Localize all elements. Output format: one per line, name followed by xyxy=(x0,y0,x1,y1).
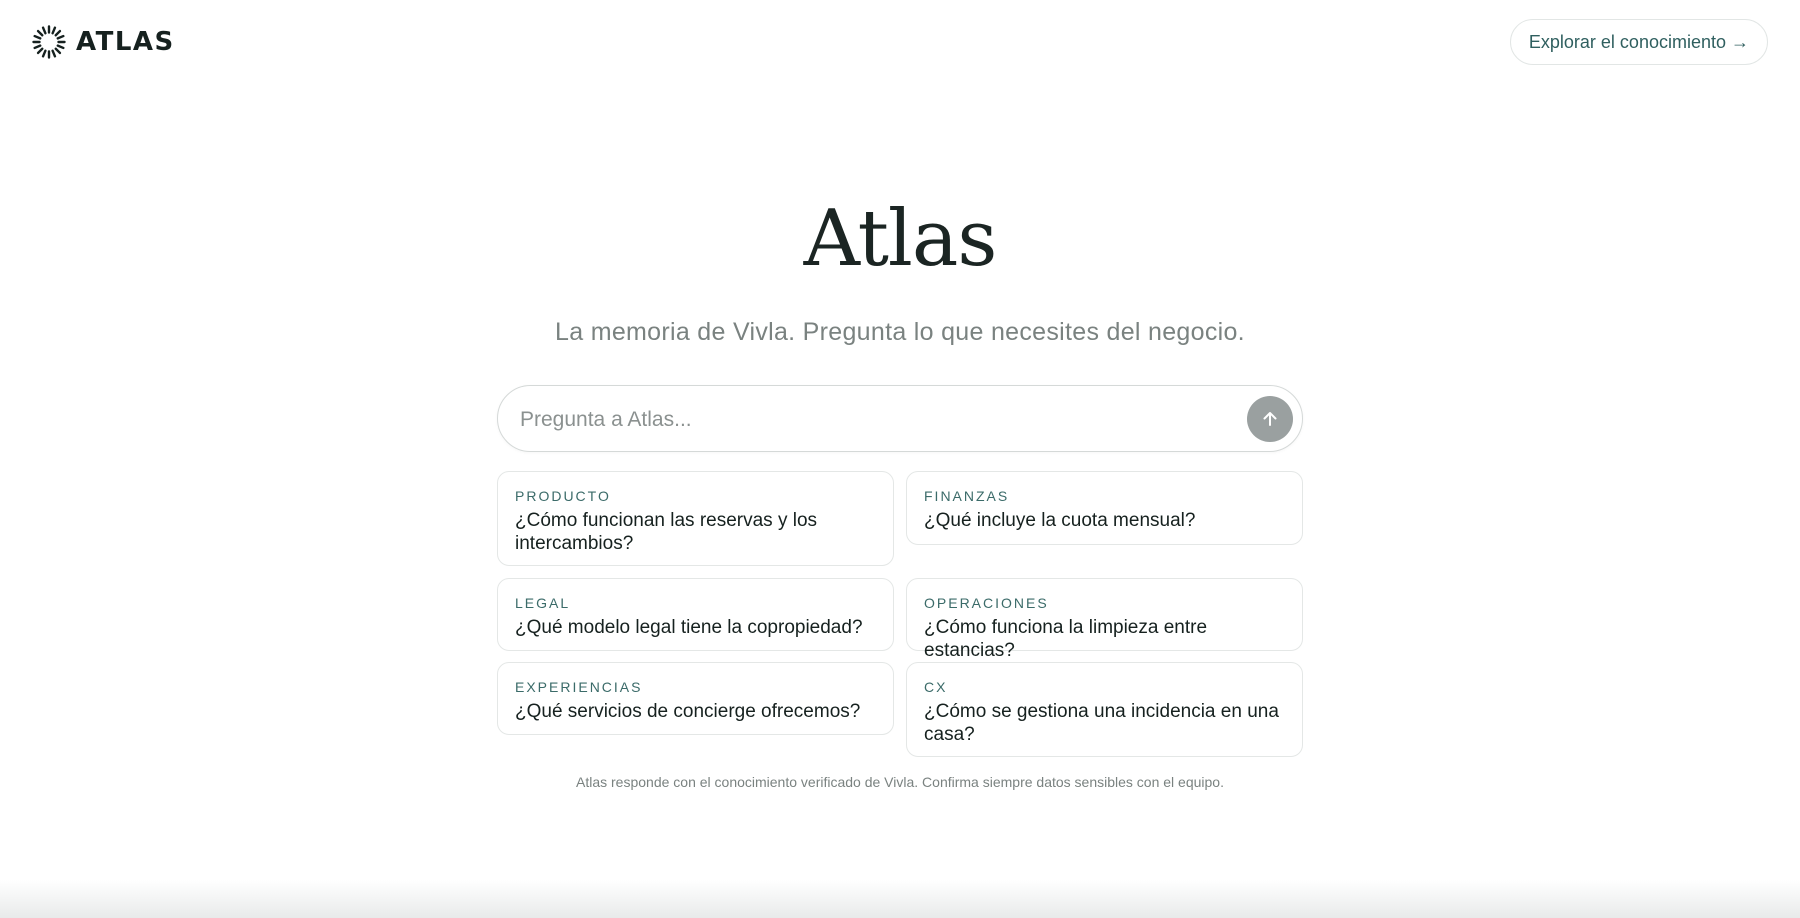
logo-ray xyxy=(38,49,42,53)
card-category: PRODUCTO xyxy=(515,488,611,504)
brand-name: ATLAS xyxy=(76,27,175,57)
logo-ray xyxy=(56,31,60,35)
logo-ray xyxy=(53,51,55,57)
suggestion-card-operaciones[interactable] xyxy=(906,578,1303,661)
logo-ray xyxy=(43,51,45,57)
brand-logo[interactable] xyxy=(32,25,175,59)
card-question: ¿Qué modelo legal tiene la copropiedad? xyxy=(515,617,863,638)
logo-ray xyxy=(35,46,41,48)
logo-ray xyxy=(58,46,64,48)
logo-ray xyxy=(38,31,42,35)
send-button[interactable] xyxy=(1247,396,1293,442)
card-category: OPERACIONES xyxy=(924,595,1049,611)
card-category: EXPERIENCIAS xyxy=(515,679,643,695)
search-bar xyxy=(497,385,1303,452)
explore-knowledge-button[interactable]: Explorar el conocimiento → xyxy=(1510,19,1768,65)
arrow-up-icon xyxy=(1260,409,1280,429)
disclaimer-text: Atlas responde con el conocimiento verificado de Vivla. Confirma siempre datos sensibles con el equipo. xyxy=(576,774,1224,790)
suggestion-card-finanzas[interactable] xyxy=(906,471,1303,545)
suggestion-card-cx[interactable] xyxy=(906,662,1303,757)
page-subtitle: La memoria de Vivla. Pregunta lo que necesites del negocio. xyxy=(555,318,1245,346)
sunburst-logo-icon xyxy=(32,25,66,59)
card-category: FINANZAS xyxy=(924,488,1010,504)
page-title: Atlas xyxy=(803,194,997,284)
logo-ray xyxy=(56,49,60,53)
bottom-fade xyxy=(0,880,1800,918)
suggestion-card-legal[interactable] xyxy=(497,578,894,651)
card-category: CX xyxy=(924,679,948,695)
logo-ray xyxy=(35,36,41,38)
card-category: LEGAL xyxy=(515,595,571,611)
card-question: ¿Cómo funcionan las reservas y los intercambios? xyxy=(515,510,818,554)
logo-ray xyxy=(53,28,55,34)
logo-ray xyxy=(58,36,64,38)
suggestion-card-experiencias[interactable] xyxy=(497,662,894,735)
top-bar xyxy=(0,0,1800,86)
card-question: ¿Cómo funciona la limpieza entre estancias? xyxy=(924,617,1208,661)
card-question: ¿Qué servicios de concierge ofrecemos? xyxy=(515,701,861,722)
hero xyxy=(0,194,1800,347)
suggestion-card-producto[interactable] xyxy=(497,471,894,566)
card-question: ¿Cómo se gestiona una incidencia en una casa? xyxy=(924,701,1279,745)
ask-input[interactable] xyxy=(518,386,1222,453)
logo-ray xyxy=(43,28,45,34)
card-question: ¿Qué incluye la cuota mensual? xyxy=(924,510,1196,531)
